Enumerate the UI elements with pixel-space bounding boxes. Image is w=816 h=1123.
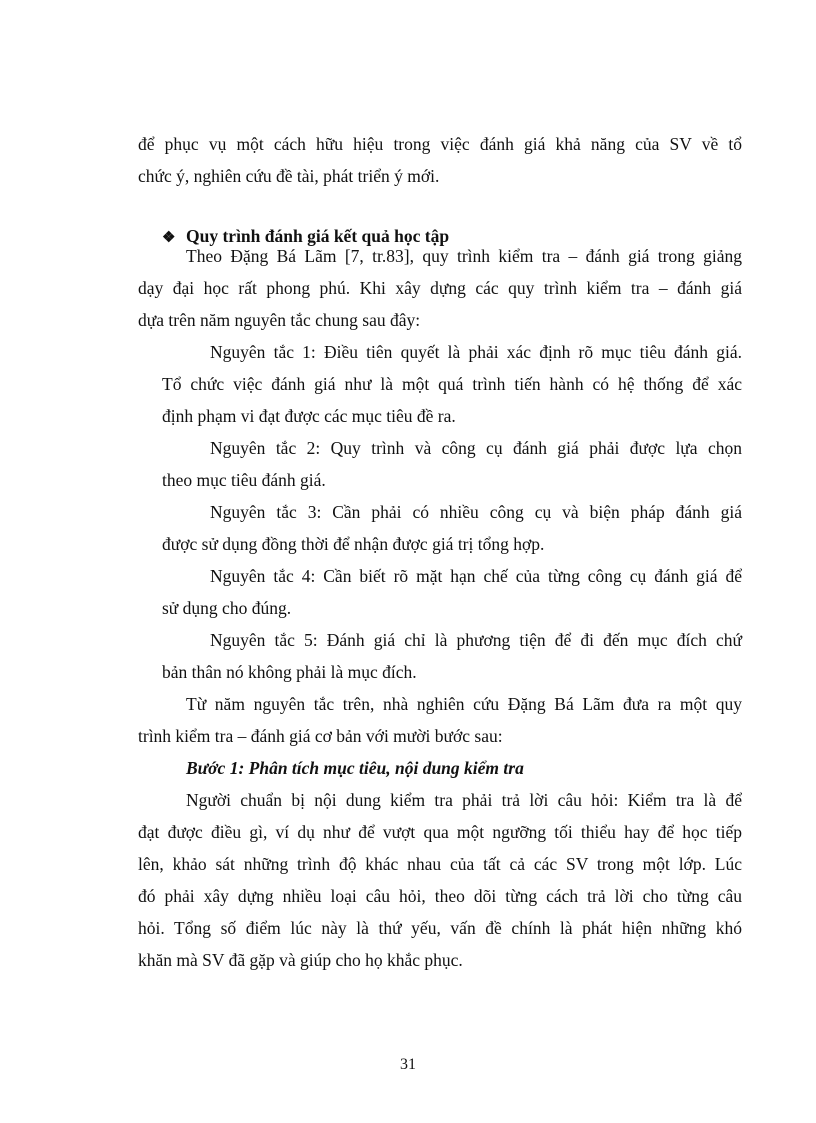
text-line: theo mục tiêu đánh giá. <box>162 470 326 490</box>
text-line: Nguyên tắc 2: Quy trình và công cụ đánh giá phải được lựa chọn <box>210 438 742 458</box>
text-line: Nguyên tắc 5: Đánh giá chỉ là phương tiện để đi đến mục đích chứ <box>210 630 742 650</box>
text-line: Từ năm nguyên tắc trên, nhà nghiên cứu Đặng Bá Lãm đưa ra một quy <box>186 694 742 714</box>
text-line: Theo Đặng Bá Lãm [7, tr.83], quy trình kiểm tra – đánh giá trong giảng <box>186 246 742 266</box>
paragraph-intro <box>138 128 742 192</box>
text-line: sử dụng cho đúng. <box>162 598 292 618</box>
text-line: bản thân nó không phải là mục đích. <box>162 662 417 682</box>
page-number: 31 <box>400 1056 416 1073</box>
step-1-title-text: Bước 1: Phân tích mục tiêu, nội dung kiểm tra <box>186 758 524 778</box>
principle-1 <box>162 336 742 432</box>
text-line: Tổ chức việc đánh giá như là một quá trình tiến hành có hệ thống để xác <box>162 374 742 394</box>
principle-4 <box>162 560 742 624</box>
paragraph-theo <box>138 240 742 336</box>
text-line: hỏi. Tổng số điểm lúc này là thứ yếu, vấn đề chính là phát hiện những khó <box>138 918 742 938</box>
text-line: dựa trên năm nguyên tắc chung sau đây: <box>138 310 421 330</box>
text-line: Nguyên tắc 4: Cần biết rõ mặt hạn chế của từng công cụ đánh giá để <box>210 566 742 586</box>
paragraph-ten-steps <box>138 688 742 752</box>
text-line: được sử dụng đồng thời để nhận được giá trị tổng hợp. <box>162 534 545 554</box>
text-line: đạt được điều gì, ví dụ như để vượt qua một ngưỡng tối thiểu hay để học tiếp <box>138 822 742 842</box>
text-line: lên, khảo sát những trình độ khác nhau của tất cả các SV trong một lớp. Lúc <box>138 854 742 874</box>
text-line: đó phải xây dựng nhiều loại câu hỏi, theo dõi từng cách trả lời cho từng câu <box>138 886 742 906</box>
text-line: khăn mà SV đã gặp và giúp cho họ khắc phục. <box>138 950 463 970</box>
principle-5 <box>162 624 742 688</box>
text-line: dạy đại học rất phong phú. Khi xây dựng các quy trình kiểm tra – đánh giá <box>138 278 742 298</box>
text-line: để phục vụ một cách hữu hiệu trong việc đánh giá khả năng của SV về tổ <box>138 134 742 154</box>
text-line: chức ý, nghiên cứu đề tài, phát triển ý mới. <box>138 166 440 186</box>
step-1-title <box>186 752 742 784</box>
diamond-bullet-icon: ❖ <box>162 230 176 246</box>
principle-3 <box>162 496 742 560</box>
text-line: Nguyên tắc 3: Cần phải có nhiều công cụ và biện pháp đánh giá <box>210 502 742 522</box>
paragraph-step-1 <box>138 784 742 976</box>
text-line: định phạm vi đạt được các mục tiêu đề ra. <box>162 406 456 426</box>
text-line: trình kiểm tra – đánh giá cơ bản với mười bước sau: <box>138 726 503 746</box>
principle-2 <box>162 432 742 496</box>
section-heading-text: Quy trình đánh giá kết quả học tập <box>186 226 450 246</box>
text-line: Người chuẩn bị nội dung kiểm tra phải trả lời câu hỏi: Kiểm tra là để <box>186 790 742 810</box>
text-line: Nguyên tắc 1: Điều tiên quyết là phải xác định rõ mục tiêu đánh giá. <box>210 342 742 362</box>
